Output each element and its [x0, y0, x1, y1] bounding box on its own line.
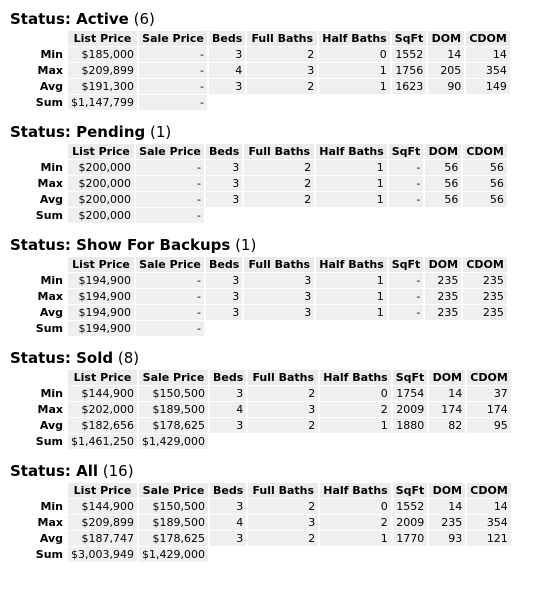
table-cell: 4: [209, 63, 245, 78]
table-cell: 56: [425, 192, 461, 207]
row-label: Avg: [10, 418, 66, 433]
column-header: SqFt: [393, 483, 428, 498]
table-cell: 1754: [393, 386, 428, 401]
table-row: [10, 208, 507, 223]
table-header-row: [10, 370, 511, 385]
row-label: Max: [10, 63, 66, 78]
row-label: Max: [10, 515, 66, 530]
table-cell: $1,147,799: [68, 95, 137, 110]
column-header: DOM: [425, 257, 461, 272]
column-header: Sale Price: [139, 483, 208, 498]
column-header: SqFt: [393, 370, 428, 385]
table-cell: 1: [319, 79, 389, 94]
table-cell: $189,500: [139, 515, 208, 530]
column-header: Half Baths: [316, 144, 386, 159]
table-cell: 235: [425, 273, 461, 288]
table-row: [10, 499, 511, 514]
table-cell: 1: [316, 273, 386, 288]
table-cell: $144,900: [68, 386, 137, 401]
table-cell: $194,900: [68, 305, 134, 320]
table-cell: 14: [429, 499, 465, 514]
column-header: DOM: [429, 370, 465, 385]
table-cell: 235: [425, 305, 461, 320]
column-header: List Price: [68, 144, 134, 159]
column-header: CDOM: [463, 257, 507, 272]
table-cell: $200,000: [68, 160, 134, 175]
table-cell: $178,625: [139, 418, 208, 433]
table-cell: -: [139, 63, 207, 78]
table-cell: 3: [206, 160, 242, 175]
table-cell: $144,900: [68, 499, 137, 514]
table-cell: 14: [467, 499, 511, 514]
row-label: Sum: [10, 95, 66, 110]
table-cell: 93: [429, 531, 465, 546]
column-header: SqFt: [389, 144, 424, 159]
table-row: [10, 434, 511, 449]
table-cell: 2: [248, 418, 318, 433]
table-cell: [209, 95, 245, 110]
status-count: (16): [102, 462, 134, 480]
table-cell: -: [136, 176, 204, 191]
table-cell: 3: [247, 63, 317, 78]
table-cell: 1880: [393, 418, 428, 433]
table-cell: [248, 547, 318, 562]
table-cell: 56: [463, 160, 507, 175]
table-cell: $200,000: [68, 208, 134, 223]
table-cell: [389, 208, 424, 223]
table-row: [10, 305, 507, 320]
table-cell: 2: [248, 386, 318, 401]
table-cell: $200,000: [68, 192, 134, 207]
column-header: CDOM: [467, 370, 511, 385]
table-cell: 1552: [393, 499, 428, 514]
table-cell: [393, 434, 428, 449]
table-cell: [466, 95, 510, 110]
status-label: Status: Sold: [10, 349, 114, 367]
column-header: List Price: [68, 483, 137, 498]
status-heading: [10, 462, 538, 481]
table-cell: 3: [206, 305, 242, 320]
table-row: [10, 79, 510, 94]
table-cell: -: [389, 305, 424, 320]
table-cell: [316, 208, 386, 223]
status-heading: [10, 236, 538, 255]
column-header: Sale Price: [136, 257, 204, 272]
table-cell: 14: [428, 47, 464, 62]
table-cell: 4: [210, 515, 246, 530]
row-label: Max: [10, 176, 66, 191]
row-label: Min: [10, 160, 66, 175]
table-cell: 3: [210, 531, 246, 546]
status-count: (6): [133, 10, 155, 28]
row-label: Avg: [10, 79, 66, 94]
table-cell: 2: [247, 47, 317, 62]
column-header: Beds: [206, 257, 242, 272]
table-header-row: [10, 144, 507, 159]
table-cell: 2: [244, 192, 314, 207]
table-corner: [10, 144, 66, 159]
table-cell: -: [389, 273, 424, 288]
status-heading: [10, 123, 538, 142]
table-cell: $150,500: [139, 386, 208, 401]
status-label: Status: All: [10, 462, 98, 480]
table-cell: 3: [248, 402, 318, 417]
table-cell: $209,899: [68, 63, 137, 78]
table-cell: 1: [320, 531, 390, 546]
row-label: Min: [10, 386, 66, 401]
status-section: [10, 123, 538, 224]
status-heading: [10, 349, 538, 368]
table-cell: -: [389, 192, 424, 207]
column-header: CDOM: [467, 483, 511, 498]
table-cell: -: [389, 160, 424, 175]
stats-table: [8, 30, 512, 111]
table-row: [10, 95, 510, 110]
row-label: Min: [10, 273, 66, 288]
table-cell: $194,900: [68, 321, 134, 336]
table-cell: [467, 434, 511, 449]
table-cell: -: [136, 289, 204, 304]
table-cell: $189,500: [139, 402, 208, 417]
table-cell: 1: [316, 160, 386, 175]
table-cell: $150,500: [139, 499, 208, 514]
table-cell: [210, 434, 246, 449]
column-header: Sale Price: [139, 370, 208, 385]
table-row: [10, 192, 507, 207]
row-label: Max: [10, 289, 66, 304]
table-cell: 14: [466, 47, 510, 62]
table-header-row: [10, 483, 511, 498]
table-cell: -: [136, 273, 204, 288]
row-label: Sum: [10, 434, 66, 449]
table-cell: [247, 95, 317, 110]
table-cell: $200,000: [68, 176, 134, 191]
table-cell: 121: [467, 531, 511, 546]
table-cell: 0: [319, 47, 389, 62]
table-corner: [10, 257, 66, 272]
table-cell: $187,747: [68, 531, 137, 546]
column-header: Full Baths: [244, 144, 314, 159]
row-label: Sum: [10, 321, 66, 336]
table-cell: [248, 434, 318, 449]
table-cell: 0: [320, 499, 390, 514]
table-cell: $209,899: [68, 515, 137, 530]
status-count: (1): [150, 123, 172, 141]
table-row: [10, 418, 511, 433]
table-cell: [206, 208, 242, 223]
table-cell: 3: [244, 289, 314, 304]
table-cell: 3: [210, 386, 246, 401]
column-header: Beds: [209, 31, 245, 46]
table-cell: -: [136, 305, 204, 320]
column-header: Sale Price: [139, 31, 207, 46]
table-cell: 1: [316, 305, 386, 320]
table-cell: [463, 208, 507, 223]
table-cell: 1: [316, 192, 386, 207]
column-header: Beds: [210, 483, 246, 498]
status-summary-report: [10, 10, 538, 575]
table-cell: $202,000: [68, 402, 137, 417]
table-cell: 354: [467, 515, 511, 530]
column-header: Full Baths: [248, 483, 318, 498]
table-corner: [10, 483, 66, 498]
table-row: [10, 47, 510, 62]
table-cell: 3: [206, 273, 242, 288]
column-header: CDOM: [463, 144, 507, 159]
table-cell: -: [389, 289, 424, 304]
column-header: Half Baths: [316, 257, 386, 272]
status-count: (8): [117, 349, 140, 367]
table-cell: 3: [210, 499, 246, 514]
column-header: Half Baths: [320, 370, 390, 385]
table-cell: 1: [319, 63, 389, 78]
column-header: DOM: [429, 483, 465, 498]
stats-table: [8, 143, 509, 224]
table-row: [10, 63, 510, 78]
row-label: Avg: [10, 305, 66, 320]
table-cell: [392, 95, 427, 110]
table-cell: [425, 321, 461, 336]
table-cell: 3: [248, 515, 318, 530]
column-header: CDOM: [466, 31, 510, 46]
row-label: Max: [10, 402, 66, 417]
table-cell: 56: [425, 160, 461, 175]
table-cell: 3: [206, 289, 242, 304]
table-row: [10, 515, 511, 530]
status-label: Status: Show For Backups: [10, 236, 231, 254]
column-header: Half Baths: [319, 31, 389, 46]
table-cell: $194,900: [68, 289, 134, 304]
table-cell: 82: [429, 418, 465, 433]
table-cell: 95: [467, 418, 511, 433]
table-cell: [425, 208, 461, 223]
status-section: [10, 236, 538, 337]
table-cell: 2: [244, 176, 314, 191]
table-cell: 205: [428, 63, 464, 78]
table-cell: 235: [425, 289, 461, 304]
table-cell: 56: [463, 192, 507, 207]
table-cell: 3: [210, 418, 246, 433]
table-row: [10, 547, 511, 562]
table-cell: -: [136, 208, 204, 223]
table-cell: -: [139, 95, 207, 110]
table-cell: $185,000: [68, 47, 137, 62]
table-cell: $3,003,949: [68, 547, 137, 562]
table-cell: 1: [320, 418, 390, 433]
status-section: [10, 10, 538, 111]
column-header: Beds: [210, 370, 246, 385]
column-header: List Price: [68, 31, 137, 46]
table-cell: 2: [248, 499, 318, 514]
stats-table: [8, 256, 509, 337]
row-label: Min: [10, 47, 66, 62]
table-cell: 235: [463, 273, 507, 288]
table-cell: 37: [467, 386, 511, 401]
stats-table: [8, 482, 513, 563]
table-row: [10, 321, 507, 336]
column-header: DOM: [425, 144, 461, 159]
table-cell: [206, 321, 242, 336]
table-cell: 3: [206, 176, 242, 191]
table-header-row: [10, 257, 507, 272]
table-cell: 174: [467, 402, 511, 417]
table-cell: 354: [466, 63, 510, 78]
table-cell: [429, 434, 465, 449]
table-row: [10, 531, 511, 546]
table-cell: -: [136, 192, 204, 207]
table-cell: [319, 95, 389, 110]
table-cell: [463, 321, 507, 336]
row-label: Sum: [10, 547, 66, 562]
table-cell: -: [389, 176, 424, 191]
table-corner: [10, 31, 66, 46]
table-cell: 56: [425, 176, 461, 191]
table-cell: 2: [244, 160, 314, 175]
row-label: Avg: [10, 531, 66, 546]
table-cell: 174: [429, 402, 465, 417]
table-cell: [210, 547, 246, 562]
table-cell: $194,900: [68, 273, 134, 288]
table-cell: -: [139, 47, 207, 62]
table-cell: 235: [463, 289, 507, 304]
table-cell: $191,300: [68, 79, 137, 94]
table-cell: 3: [209, 47, 245, 62]
table-cell: [428, 95, 464, 110]
table-cell: 56: [463, 176, 507, 191]
row-label: Sum: [10, 208, 66, 223]
table-row: [10, 289, 507, 304]
table-cell: 90: [428, 79, 464, 94]
table-row: [10, 402, 511, 417]
table-cell: -: [136, 160, 204, 175]
column-header: Full Baths: [244, 257, 314, 272]
table-cell: 149: [466, 79, 510, 94]
table-cell: 235: [463, 305, 507, 320]
column-header: Full Baths: [248, 370, 318, 385]
table-cell: 235: [429, 515, 465, 530]
table-cell: -: [136, 321, 204, 336]
table-cell: 1756: [392, 63, 427, 78]
table-cell: $1,429,000: [139, 434, 208, 449]
table-cell: [320, 434, 390, 449]
status-section: [10, 462, 538, 563]
table-cell: 2009: [393, 402, 428, 417]
table-cell: 2009: [393, 515, 428, 530]
table-cell: 1: [316, 176, 386, 191]
table-cell: 1: [316, 289, 386, 304]
table-cell: 2: [247, 79, 317, 94]
table-row: [10, 273, 507, 288]
table-cell: 1770: [393, 531, 428, 546]
column-header: Full Baths: [247, 31, 317, 46]
table-cell: $1,429,000: [139, 547, 208, 562]
table-cell: 2: [320, 402, 390, 417]
table-cell: [467, 547, 511, 562]
table-cell: 2: [320, 515, 390, 530]
table-header-row: [10, 31, 510, 46]
table-cell: 3: [244, 305, 314, 320]
column-header: List Price: [68, 370, 137, 385]
table-cell: [429, 547, 465, 562]
table-cell: 3: [244, 273, 314, 288]
table-cell: 0: [320, 386, 390, 401]
column-header: SqFt: [389, 257, 424, 272]
table-cell: [316, 321, 386, 336]
status-heading: [10, 10, 538, 29]
status-count: (1): [235, 236, 257, 254]
column-header: Half Baths: [320, 483, 390, 498]
status-label: Status: Pending: [10, 123, 146, 141]
table-cell: [389, 321, 424, 336]
table-row: [10, 176, 507, 191]
status-section: [10, 349, 538, 450]
column-header: Beds: [206, 144, 242, 159]
table-cell: [320, 547, 390, 562]
table-cell: 1552: [392, 47, 427, 62]
column-header: DOM: [428, 31, 464, 46]
table-row: [10, 386, 511, 401]
table-cell: 4: [210, 402, 246, 417]
table-cell: $182,656: [68, 418, 137, 433]
stats-table: [8, 369, 513, 450]
column-header: SqFt: [392, 31, 427, 46]
table-cell: [393, 547, 428, 562]
row-label: Avg: [10, 192, 66, 207]
table-cell: 3: [209, 79, 245, 94]
table-cell: 3: [206, 192, 242, 207]
table-cell: -: [139, 79, 207, 94]
table-cell: [244, 321, 314, 336]
row-label: Min: [10, 499, 66, 514]
status-label: Status: Active: [10, 10, 129, 28]
table-cell: 2: [248, 531, 318, 546]
table-cell: [244, 208, 314, 223]
table-cell: 14: [429, 386, 465, 401]
table-cell: $1,461,250: [68, 434, 137, 449]
table-row: [10, 160, 507, 175]
table-corner: [10, 370, 66, 385]
table-cell: $178,625: [139, 531, 208, 546]
column-header: List Price: [68, 257, 134, 272]
table-cell: 1623: [392, 79, 427, 94]
column-header: Sale Price: [136, 144, 204, 159]
